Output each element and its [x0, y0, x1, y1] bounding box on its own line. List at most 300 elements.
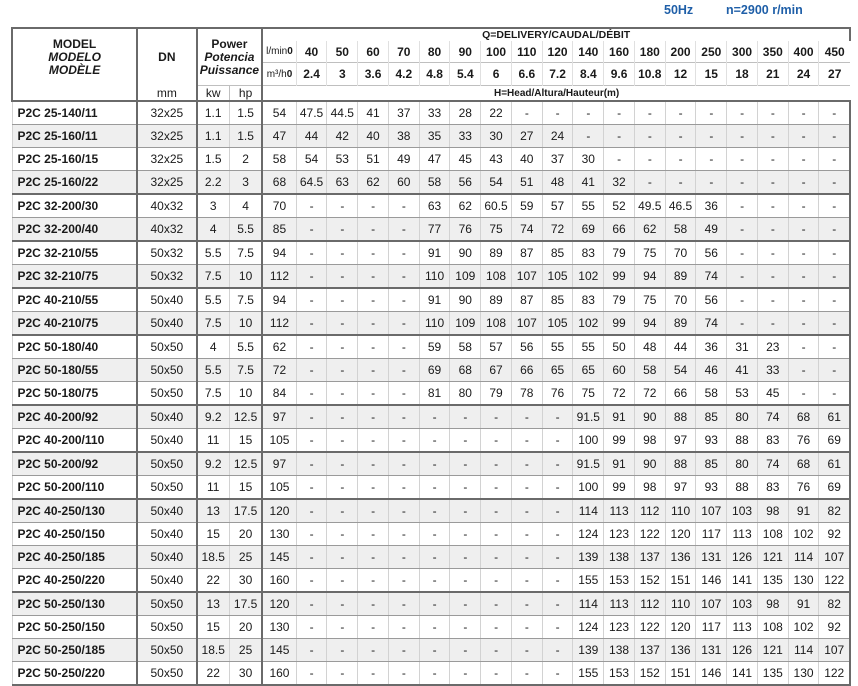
- kw-cell: 9.2: [197, 405, 230, 429]
- head-value-cell: -: [542, 452, 573, 476]
- head-value-cell: -: [696, 101, 727, 125]
- head-value-cell: 54: [665, 359, 696, 382]
- m3h-flow-header: 7.2: [542, 63, 573, 86]
- head-value-cell: 76: [450, 218, 481, 242]
- head-value-cell: -: [481, 639, 512, 662]
- head-value-cell: -: [296, 452, 327, 476]
- head-value-cell: 80: [727, 405, 758, 429]
- head-value-cell: -: [358, 639, 389, 662]
- head-value-cell: 91: [419, 288, 450, 312]
- model-cell: P2C 40-200/92: [12, 405, 137, 429]
- dn-cell: 50x40: [137, 523, 196, 546]
- lmin-flow-header: 350: [757, 41, 788, 63]
- head-value-cell: 102: [788, 616, 819, 639]
- head-value-cell: -: [788, 265, 819, 289]
- head-value-cell: -: [757, 265, 788, 289]
- head-value-cell: -: [388, 546, 419, 569]
- head-value-cell: 113: [604, 499, 635, 523]
- head-value-cell: -: [358, 592, 389, 616]
- head-value-cell: 62: [262, 335, 296, 359]
- lmin-flow-header: 200: [665, 41, 696, 63]
- head-value-cell: -: [327, 546, 358, 569]
- head-value-cell: 58: [419, 171, 450, 195]
- head-value-cell: -: [727, 312, 758, 336]
- head-value-cell: -: [327, 616, 358, 639]
- head-value-cell: 45: [757, 382, 788, 406]
- dn-cell: 50x40: [137, 546, 196, 569]
- head-value-cell: 50: [604, 335, 635, 359]
- head-value-cell: -: [296, 241, 327, 265]
- head-value-cell: 88: [665, 452, 696, 476]
- head-value-cell: -: [481, 592, 512, 616]
- head-value-cell: -: [450, 662, 481, 686]
- head-value-cell: 62: [634, 218, 665, 242]
- head-value-cell: 74: [696, 312, 727, 336]
- kw-cell: 5.5: [197, 241, 230, 265]
- head-value-cell: 77: [419, 218, 450, 242]
- head-value-cell: 136: [665, 546, 696, 569]
- head-value-cell: 70: [665, 241, 696, 265]
- head-value-cell: 61: [819, 452, 850, 476]
- head-value-cell: -: [327, 452, 358, 476]
- head-value-cell: 100: [573, 476, 604, 500]
- head-value-cell: 75: [573, 382, 604, 406]
- kw-cell: 1.5: [197, 148, 230, 171]
- head-value-cell: 153: [604, 662, 635, 686]
- head-value-cell: 35: [419, 125, 450, 148]
- hp-cell: 20: [229, 523, 262, 546]
- model-cell: P2C 25-160/22: [12, 171, 137, 195]
- head-value-cell: 151: [665, 662, 696, 686]
- lmin-flow-header-0: [262, 41, 296, 63]
- head-value-cell: 58: [696, 382, 727, 406]
- hp-unit-label: hp: [229, 86, 262, 102]
- head-value-cell: 123: [604, 616, 635, 639]
- head-value-cell: -: [788, 148, 819, 171]
- head-value-cell: 85: [262, 218, 296, 242]
- model-cell: P2C 50-250/130: [12, 592, 137, 616]
- head-value-cell: -: [542, 546, 573, 569]
- dn-column-header: DN: [137, 28, 196, 86]
- frequency-label: 50Hz: [664, 3, 694, 17]
- head-value-cell: -: [450, 592, 481, 616]
- head-value-cell: 74: [511, 218, 542, 242]
- head-value-cell: -: [388, 616, 419, 639]
- head-value-cell: 47: [262, 125, 296, 148]
- head-value-cell: 43: [481, 148, 512, 171]
- head-value-cell: -: [296, 523, 327, 546]
- lmin-flow-header: 450: [819, 41, 850, 63]
- head-value-cell: 108: [757, 523, 788, 546]
- head-value-cell: 110: [665, 592, 696, 616]
- head-value-cell: 92: [819, 523, 850, 546]
- head-value-cell: 114: [573, 499, 604, 523]
- head-value-cell: -: [542, 476, 573, 500]
- head-value-cell: -: [388, 382, 419, 406]
- head-value-cell: 72: [262, 359, 296, 382]
- head-value-cell: -: [727, 288, 758, 312]
- head-value-cell: 75: [634, 241, 665, 265]
- head-value-cell: -: [358, 288, 389, 312]
- head-value-cell: 79: [604, 288, 635, 312]
- head-value-cell: 99: [604, 429, 635, 453]
- lmin-flow-header: 250: [696, 41, 727, 63]
- head-value-cell: -: [327, 429, 358, 453]
- head-value-cell: -: [481, 569, 512, 593]
- head-value-cell: -: [511, 101, 542, 125]
- hp-cell: 17.5: [229, 499, 262, 523]
- head-value-cell: -: [358, 429, 389, 453]
- head-value-cell: 72: [604, 382, 635, 406]
- head-value-cell: -: [481, 499, 512, 523]
- head-value-cell: -: [757, 288, 788, 312]
- dn-cell: 32x25: [137, 125, 196, 148]
- kw-cell: 4: [197, 218, 230, 242]
- head-value-cell: -: [450, 523, 481, 546]
- head-value-cell: -: [450, 639, 481, 662]
- dn-cell: 50x50: [137, 662, 196, 686]
- lmin-flow-header: 140: [573, 41, 604, 63]
- m3h-flow-header: 15: [696, 63, 727, 86]
- dn-cell: 50x40: [137, 405, 196, 429]
- head-value-cell: 41: [727, 359, 758, 382]
- head-value-cell: 145: [262, 546, 296, 569]
- head-value-cell: -: [604, 125, 635, 148]
- head-value-cell: 122: [819, 662, 850, 686]
- head-value-cell: 40: [511, 148, 542, 171]
- head-value-cell: -: [511, 429, 542, 453]
- head-value-cell: 79: [604, 241, 635, 265]
- head-value-cell: -: [327, 335, 358, 359]
- head-value-cell: -: [327, 523, 358, 546]
- head-value-cell: -: [727, 265, 758, 289]
- table-row: [12, 312, 850, 336]
- head-value-cell: -: [327, 639, 358, 662]
- model-cell: P2C 32-200/40: [12, 218, 137, 242]
- head-value-cell: 60: [604, 359, 635, 382]
- table-row: [12, 639, 850, 662]
- speed-label: n=2900 r/min: [726, 3, 803, 17]
- model-cell: P2C 50-250/185: [12, 639, 137, 662]
- head-value-cell: 155: [573, 569, 604, 593]
- head-value-cell: -: [757, 101, 788, 125]
- dn-cell: 32x25: [137, 148, 196, 171]
- dn-cell: 50x50: [137, 335, 196, 359]
- head-value-cell: -: [358, 476, 389, 500]
- head-value-cell: 85: [542, 241, 573, 265]
- table-row: [12, 405, 850, 429]
- head-value-cell: 65: [542, 359, 573, 382]
- head-value-cell: 120: [665, 616, 696, 639]
- head-value-cell: 88: [665, 405, 696, 429]
- head-value-cell: -: [511, 569, 542, 593]
- head-value-cell: 88: [727, 476, 758, 500]
- table-row: [12, 662, 850, 686]
- dn-cell: 50x40: [137, 312, 196, 336]
- head-value-cell: -: [296, 312, 327, 336]
- lmin-flow-header: 40: [296, 41, 327, 63]
- head-value-cell: 37: [388, 101, 419, 125]
- head-value-cell: 146: [696, 569, 727, 593]
- dn-cell: 50x32: [137, 241, 196, 265]
- head-value-cell: -: [665, 171, 696, 195]
- dn-cell: 50x50: [137, 592, 196, 616]
- m3h-flow-header: 9.6: [604, 63, 635, 86]
- head-value-cell: -: [511, 452, 542, 476]
- head-value-cell: 87: [511, 241, 542, 265]
- head-value-cell: 76: [542, 382, 573, 406]
- model-cell: P2C 50-200/92: [12, 452, 137, 476]
- head-value-cell: -: [481, 523, 512, 546]
- head-value-cell: -: [327, 288, 358, 312]
- lmin-flow-header: 100: [481, 41, 512, 63]
- head-value-cell: 74: [696, 265, 727, 289]
- head-value-cell: 33: [757, 359, 788, 382]
- hp-cell: 15: [229, 476, 262, 500]
- hp-cell: 4: [229, 194, 262, 218]
- head-value-cell: -: [819, 288, 850, 312]
- lmin-flow-header: 120: [542, 41, 573, 63]
- speed-header: [0, 3, 858, 19]
- head-value-cell: -: [419, 523, 450, 546]
- head-value-cell: -: [327, 194, 358, 218]
- model-cell: P2C 40-200/110: [12, 429, 137, 453]
- head-value-cell: 120: [262, 592, 296, 616]
- m3h-flow-header: 8.4: [573, 63, 604, 86]
- head-value-cell: -: [388, 265, 419, 289]
- head-value-cell: -: [604, 101, 635, 125]
- head-value-cell: -: [819, 265, 850, 289]
- hp-cell: 10: [229, 312, 262, 336]
- head-value-cell: 69: [419, 359, 450, 382]
- m3h-flow-header: 3.6: [358, 63, 389, 86]
- head-value-cell: -: [542, 429, 573, 453]
- head-value-cell: 51: [358, 148, 389, 171]
- head-value-cell: -: [727, 194, 758, 218]
- hp-cell: 2: [229, 148, 262, 171]
- head-value-cell: -: [419, 405, 450, 429]
- head-value-cell: 60.5: [481, 194, 512, 218]
- head-value-cell: 69: [819, 429, 850, 453]
- head-value-cell: -: [481, 405, 512, 429]
- head-value-cell: 38: [388, 125, 419, 148]
- head-value-cell: 107: [819, 546, 850, 569]
- table-row: [12, 171, 850, 195]
- head-value-cell: 69: [573, 218, 604, 242]
- head-value-cell: 75: [634, 288, 665, 312]
- m3h-flow-header: 10.8: [634, 63, 665, 86]
- kw-cell: 15: [197, 523, 230, 546]
- head-value-cell: -: [788, 171, 819, 195]
- kw-cell: 7.5: [197, 382, 230, 406]
- head-value-cell: -: [419, 569, 450, 593]
- head-value-cell: -: [757, 171, 788, 195]
- head-value-cell: -: [757, 148, 788, 171]
- head-value-cell: -: [358, 265, 389, 289]
- head-value-cell: -: [757, 194, 788, 218]
- head-value-cell: -: [419, 476, 450, 500]
- head-value-cell: -: [419, 499, 450, 523]
- kw-cell: 15: [197, 616, 230, 639]
- head-value-cell: 89: [665, 312, 696, 336]
- head-value-cell: 68: [262, 171, 296, 195]
- table-row: [12, 359, 850, 382]
- lmin-flow-header: 60: [358, 41, 389, 63]
- head-value-cell: -: [388, 359, 419, 382]
- head-value-cell: -: [388, 662, 419, 686]
- head-value-cell: -: [542, 523, 573, 546]
- kw-cell: 18.5: [197, 546, 230, 569]
- head-value-cell: 80: [727, 452, 758, 476]
- head-value-cell: -: [819, 148, 850, 171]
- head-value-cell: 99: [604, 265, 635, 289]
- head-value-cell: -: [327, 405, 358, 429]
- head-value-cell: -: [358, 218, 389, 242]
- head-value-cell: 36: [696, 335, 727, 359]
- head-value-cell: -: [634, 148, 665, 171]
- model-cell: P2C 50-180/75: [12, 382, 137, 406]
- hp-cell: 1.5: [229, 125, 262, 148]
- head-value-cell: -: [388, 452, 419, 476]
- head-value-cell: 113: [604, 592, 635, 616]
- head-value-cell: 78: [511, 382, 542, 406]
- m3h-flow-header: 3: [327, 63, 358, 86]
- head-value-cell: -: [757, 241, 788, 265]
- head-value-cell: 53: [327, 148, 358, 171]
- head-value-cell: 110: [419, 265, 450, 289]
- head-value-cell: 98: [634, 429, 665, 453]
- head-value-cell: 160: [262, 569, 296, 593]
- lmin-flow-header: 70: [388, 41, 419, 63]
- model-cell: P2C 40-210/55: [12, 288, 137, 312]
- m3h-flow-header: 5.4: [450, 63, 481, 86]
- head-value-cell: 40: [358, 125, 389, 148]
- head-value-cell: -: [788, 194, 819, 218]
- head-value-cell: -: [296, 335, 327, 359]
- head-value-cell: -: [327, 218, 358, 242]
- head-value-cell: -: [419, 452, 450, 476]
- head-value-cell: 122: [819, 569, 850, 593]
- model-label-fr: MODÈLE: [48, 62, 101, 77]
- head-value-cell: 49: [696, 218, 727, 242]
- head-value-cell: 74: [757, 405, 788, 429]
- head-value-cell: 76: [788, 429, 819, 453]
- head-value-cell: -: [511, 523, 542, 546]
- head-value-cell: -: [358, 452, 389, 476]
- table-row: [12, 499, 850, 523]
- head-value-cell: 131: [696, 546, 727, 569]
- head-value-cell: 63: [419, 194, 450, 218]
- head-value-cell: -: [819, 218, 850, 242]
- head-value-cell: 87: [511, 288, 542, 312]
- head-value-cell: -: [327, 499, 358, 523]
- head-value-cell: 52: [604, 194, 635, 218]
- dn-cell: 50x50: [137, 616, 196, 639]
- head-value-cell: 66: [665, 382, 696, 406]
- head-value-cell: -: [296, 569, 327, 593]
- head-value-cell: -: [327, 359, 358, 382]
- head-value-cell: -: [450, 476, 481, 500]
- head-value-cell: -: [696, 148, 727, 171]
- dn-unit-label: mm: [137, 86, 196, 102]
- head-value-cell: 94: [634, 265, 665, 289]
- head-value-cell: 91: [788, 592, 819, 616]
- head-value-cell: -: [419, 616, 450, 639]
- kw-cell: 5.5: [197, 288, 230, 312]
- head-value-cell: -: [296, 546, 327, 569]
- head-value-cell: 141: [727, 569, 758, 593]
- head-value-cell: -: [296, 359, 327, 382]
- head-value-cell: 61: [819, 405, 850, 429]
- head-value-cell: 98: [757, 499, 788, 523]
- head-value-cell: 65: [573, 359, 604, 382]
- head-value-cell: 41: [358, 101, 389, 125]
- head-value-cell: 44: [665, 335, 696, 359]
- head-value-cell: 68: [788, 405, 819, 429]
- kw-cell: 5.5: [197, 359, 230, 382]
- power-label-es: Potencia: [204, 49, 255, 64]
- head-value-cell: 28: [450, 101, 481, 125]
- table-row: [12, 569, 850, 593]
- head-value-cell: 98: [757, 592, 788, 616]
- head-value-cell: -: [819, 359, 850, 382]
- head-value-cell: -: [358, 312, 389, 336]
- head-value-cell: 49: [388, 148, 419, 171]
- head-value-cell: 107: [511, 312, 542, 336]
- head-value-cell: 109: [450, 265, 481, 289]
- head-value-cell: 102: [573, 265, 604, 289]
- head-value-cell: -: [727, 148, 758, 171]
- table-row: [12, 523, 850, 546]
- head-value-cell: 47.5: [296, 101, 327, 125]
- head-value-cell: -: [757, 125, 788, 148]
- table-row: [12, 288, 850, 312]
- power-label-en: Power: [211, 36, 248, 51]
- head-value-cell: -: [542, 405, 573, 429]
- head-value-cell: 90: [634, 452, 665, 476]
- head-value-cell: 83: [757, 476, 788, 500]
- head-value-cell: -: [696, 125, 727, 148]
- head-value-cell: 103: [727, 592, 758, 616]
- model-cell: P2C 25-140/11: [12, 101, 137, 125]
- m3h-flow-header: 2.4: [296, 63, 327, 86]
- head-value-cell: -: [727, 101, 758, 125]
- head-value-cell: 85: [542, 288, 573, 312]
- head-value-cell: 81: [419, 382, 450, 406]
- head-value-cell: -: [327, 312, 358, 336]
- dn-cell: 50x50: [137, 359, 196, 382]
- head-value-cell: 56: [696, 288, 727, 312]
- head-value-cell: -: [296, 382, 327, 406]
- head-value-cell: -: [727, 241, 758, 265]
- head-value-cell: 108: [481, 265, 512, 289]
- head-value-cell: -: [511, 405, 542, 429]
- head-value-cell: 94: [634, 312, 665, 336]
- head-value-cell: 47: [419, 148, 450, 171]
- head-value-cell: 33: [419, 101, 450, 125]
- head-value-cell: 56: [696, 241, 727, 265]
- head-value-cell: 122: [634, 616, 665, 639]
- head-value-cell: 124: [573, 616, 604, 639]
- head-value-cell: -: [388, 218, 419, 242]
- head-value-cell: 59: [419, 335, 450, 359]
- lmin-flow-header: 300: [727, 41, 758, 63]
- head-value-cell: 70: [665, 288, 696, 312]
- head-value-cell: -: [634, 125, 665, 148]
- delivery-header: Q=DELIVERY/CAUDAL/DÉBIT: [262, 28, 850, 41]
- head-value-cell: -: [511, 546, 542, 569]
- head-value-cell: -: [511, 639, 542, 662]
